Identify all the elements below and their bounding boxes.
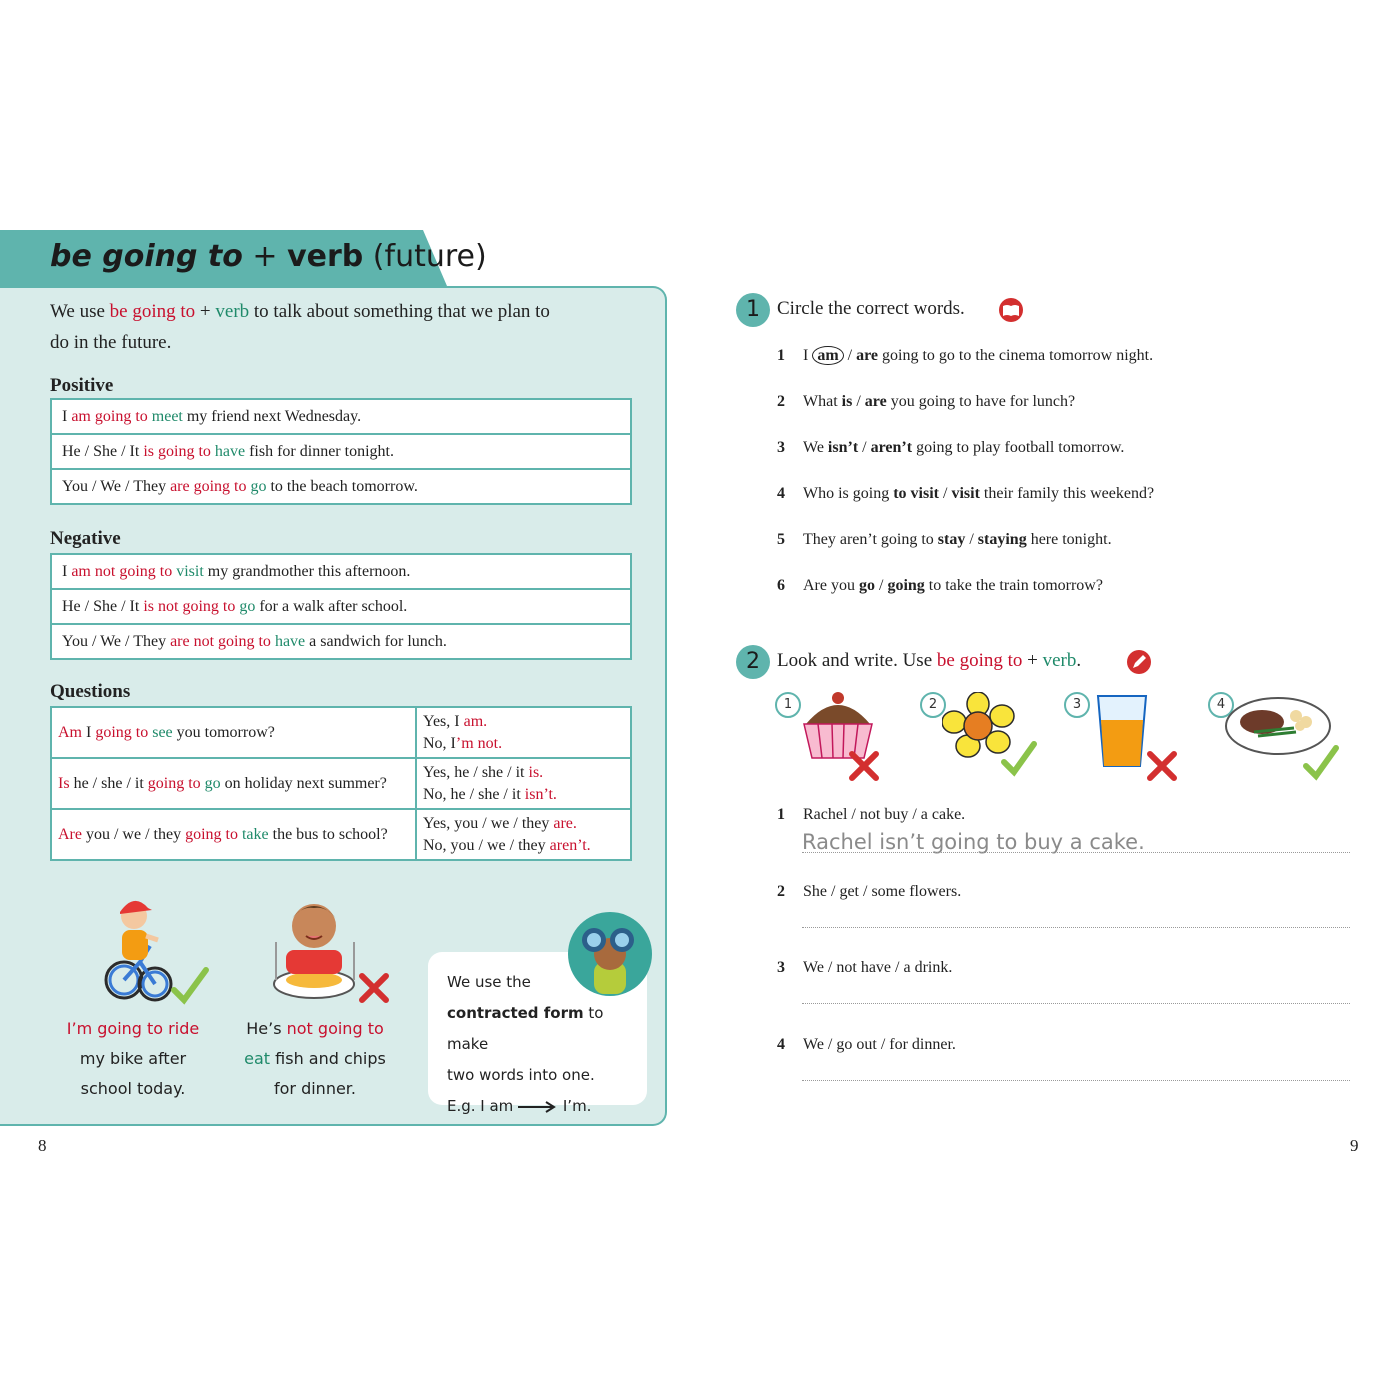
exercise-2-prompt-2: She / get / some flowers. [803,883,962,900]
answer-line-3[interactable] [802,1003,1350,1004]
answer-line-2[interactable] [802,927,1350,928]
exercise-2-badge: 2 [736,645,770,679]
note-text: We use the contracted form to make two words into one. E.g. I am I’m. [447,973,604,1115]
option-stay[interactable]: stay [937,531,966,548]
option-is[interactable]: is [841,393,853,410]
picture-number: 1 [775,692,801,718]
example-answer: Rachel isn’t going to buy a cake. [802,830,1145,854]
boy-eating-illustration [266,892,394,1004]
check-icon [174,970,206,1000]
positive-heading: Positive [50,375,114,396]
option-go[interactable]: go [858,577,875,594]
exercise-1-item-2: What is / are you going to have for lunch? [803,393,1076,410]
exercise-1-item-5: They aren’t going to stay / staying here tonight. [803,531,1112,548]
table-row: Is he / she / it going to go on holiday next summer? Yes, he / she / it is. No, he / she / it isn’t. [51,758,631,809]
item-number: 2 [777,883,785,900]
cross-icon [1150,754,1174,778]
book-icon [998,297,1024,323]
option-am[interactable]: am [812,346,843,365]
table-row: You / We / They are not going to have a sandwich for lunch. [51,624,631,659]
answer-line-4[interactable] [802,1080,1350,1081]
intro-text: We use be going to + verb to talk about something that we plan to do in the future. [50,301,550,353]
cupcake-illustration [798,688,882,784]
item-number: 5 [777,531,785,548]
item-number: 1 [777,806,785,823]
caption-bike: I’m going to ride my bike after school today. [66,1019,200,1098]
exercise-1-item-1: I am / are going to go to the cinema tomorrow night. [803,347,1154,364]
option-staying[interactable]: staying [977,531,1027,548]
page-number-right: 9 [1350,1136,1359,1155]
option-going[interactable]: going [887,577,925,594]
table-row: I am not going to visit my grandmother this afternoon. [51,554,631,589]
option-are[interactable]: are [856,347,879,364]
item-number: 4 [777,1036,785,1053]
questions-heading: Questions [50,681,131,702]
positive-table [50,398,632,505]
item-number: 6 [777,577,785,594]
cross-icon [362,976,386,1000]
table-row: He / She / It is going to have fish for dinner tonight. [51,434,631,469]
questions-table [50,706,632,861]
exercise-1-item-6: Are you go / going to take the train tomorrow? [803,577,1103,594]
exercise-1-item-4: Who is going to visit / visit their family this weekend? [803,485,1155,502]
negative-heading: Negative [50,528,121,549]
item-number: 4 [777,485,785,502]
exercise-1-badge: 1 [736,293,770,327]
page-number-left: 8 [38,1136,47,1155]
picture-number: 2 [920,692,946,718]
exercise-2-prompt-4: We / go out / for dinner. [803,1036,956,1053]
caption-eating: He’s not going to eat fish and chips for dinner. [244,1019,386,1098]
orange-juice-illustration [1094,690,1178,784]
answer-line-1[interactable] [802,852,1350,853]
table-row: You / We / They are going to go to the beach tomorrow. [51,469,631,504]
table-row: Am I going to see you tomorrow? Yes, I am. No, I’m not. [51,707,631,758]
boy-on-bike-illustration [100,888,216,1010]
negative-table [50,553,632,660]
pencil-icon [1126,649,1152,675]
page-title: be going to + verb (future) [50,239,487,274]
table-row: I am going to meet my friend next Wednesday. [51,399,631,434]
picture-number: 4 [1208,692,1234,718]
item-number: 3 [777,959,785,976]
item-number: 3 [777,439,785,456]
item-number: 1 [777,347,785,364]
exercise-1-title: Circle the correct words. [777,298,965,319]
option-are[interactable]: are [864,393,887,410]
item-number: 2 [777,393,785,410]
option-isnt[interactable]: isn’t [827,439,859,456]
option-arent[interactable]: aren’t [870,439,913,456]
exercise-2-title: Look and write. Use be going to + verb. [777,650,1082,671]
table-row: Are you / we / they going to take the bus to school? Yes, you / we / they are. No, you / we / they aren’t. [51,809,631,860]
table-row: He / She / It is not going to go for a walk after school. [51,589,631,624]
check-icon [1306,748,1336,776]
option-visit[interactable]: visit [951,485,980,502]
exercise-2-prompt-3: We / not have / a drink. [803,959,953,976]
dinner-plate-illustration [1224,692,1340,784]
exercise-1-item-3: We isn’t / aren’t going to play football tomorrow. [803,439,1125,456]
flower-illustration [942,692,1040,782]
option-to-visit[interactable]: to visit [893,485,939,502]
arrow-right-icon [518,1101,558,1113]
exercise-2-prompt-1: Rachel / not buy / a cake. [803,806,966,823]
picture-number: 3 [1064,692,1090,718]
